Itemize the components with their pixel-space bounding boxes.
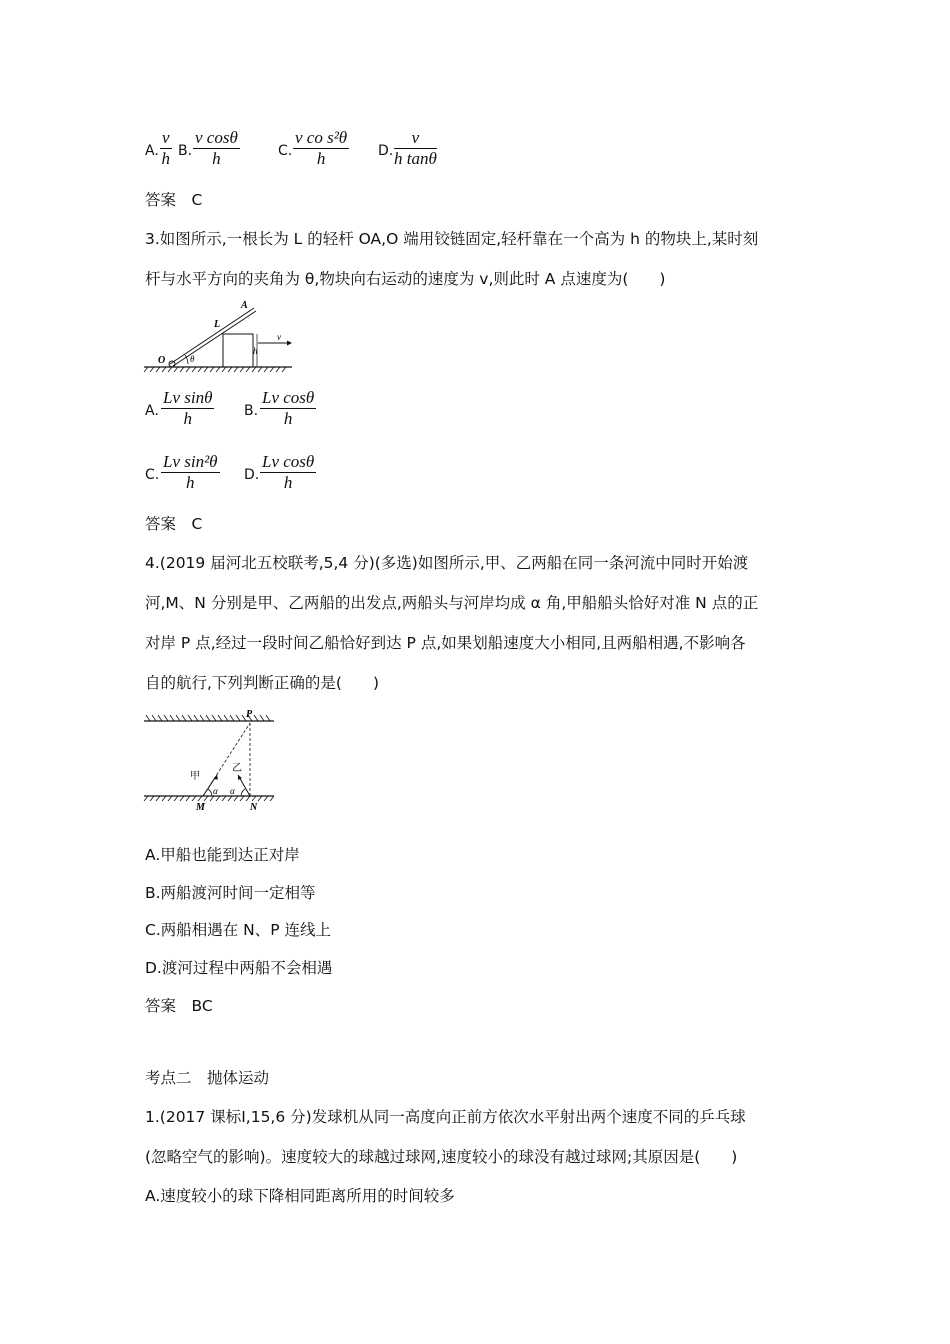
section-heading: 考点二 抛体运动 (145, 1069, 270, 1087)
q4-figure-label-alpha-n: α (230, 786, 235, 796)
q2-option-c-numerator: v co s²θ (295, 128, 348, 147)
q4-stem-line3: 对岸 P 点,经过一段时间乙船恰好到达 P 点,如果划船速度大小相同,且两船相遇,不影响各 (145, 634, 746, 652)
q3-option-b-numerator: Lv cosθ (262, 388, 315, 407)
q4-figure-label-m: M (196, 802, 205, 813)
q4-option-c: C.两船相遇在 N、P 连线上 (145, 921, 332, 939)
q3-option-c-fraction (161, 452, 220, 493)
q4-figure-label-alpha-m: α (213, 786, 218, 796)
q4-option-a: A.甲船也能到达正对岸 (145, 846, 300, 864)
q3-option-a-numerator: Lv sinθ (163, 388, 213, 407)
s2-q1-stem-line1: 1.(2017 课标Ⅰ,15,6 分)发球机从同一高度向正前方依次水平射出两个速度不同的乒乓球 (145, 1108, 746, 1126)
q2-option-b-fraction (193, 128, 240, 169)
q4-figure-label-p: P (246, 709, 253, 720)
q4-option-b: B.两船渡河时间一定相等 (145, 884, 316, 902)
q3-option-c-numerator: Lv sin²θ (163, 452, 218, 471)
q2-option-a-numerator: v (162, 128, 170, 147)
q3-option-d-denominator: h (283, 473, 293, 492)
q3-option-b-label: B. (244, 403, 259, 419)
q4-option-d: D.渡河过程中两船不会相遇 (145, 959, 333, 977)
q2-answer: 答案 C (145, 191, 203, 209)
q3-figure-label-h: h (253, 346, 258, 356)
q3-option-c-label: C. (145, 467, 160, 483)
q4-figure-label-n: N (250, 802, 258, 813)
q2-option-d-numerator: v (411, 128, 420, 147)
q4-figure-label-yi: 乙 (232, 763, 242, 774)
q3-option-b-fraction (260, 388, 316, 429)
q2-option-b-label: B. (178, 143, 193, 159)
q2-option-a-denominator: h (161, 149, 171, 168)
q3-option-a-fraction (161, 388, 214, 429)
q3-option-c-denominator: h (186, 473, 195, 492)
q3-figure-label-v: v (277, 332, 281, 342)
q2-option-b-numerator: v cosθ (195, 128, 238, 147)
q2-option-c-label: C. (278, 143, 293, 159)
q2-option-c-denominator: h (316, 149, 326, 168)
q2-option-a-fraction (160, 128, 172, 169)
q3-option-a-denominator: h (183, 409, 192, 428)
q2-option-d-label: D. (378, 143, 394, 159)
q4-stem-line4: 自的航行,下列判断正确的是( ) (145, 674, 380, 692)
q4-stem-line2: 河,M、N 分别是甲、乙两船的出发点,两船头与河岸均成 α 角,甲船船头恰好对准 N 点的正 (145, 594, 759, 612)
q4-answer: 答案 BC (145, 997, 213, 1015)
q3-figure-label-a: A (241, 300, 248, 311)
s2-q1-stem-line2: (忽略空气的影响)。速度较大的球越过球网,速度较小的球没有越过球网;其原因是( ) (145, 1148, 738, 1166)
q3-figure-rod-block (140, 298, 300, 378)
q3-stem-line1: 3.如图所示,一根长为 L 的轻杆 OA,O 端用铰链固定,轻杆靠在一个高为 h 的物块上,某时刻 (145, 230, 759, 248)
q2-option-c-fraction (293, 128, 349, 169)
q3-figure-label-l: L (214, 319, 221, 330)
q3-option-b-denominator: h (283, 409, 293, 428)
q3-stem-line2: 杆与水平方向的夹角为 θ,物块向右运动的速度为 v,则此时 A 点速度为( ) (145, 270, 666, 288)
s2-q1-option-a: A.速度较小的球下降相同距离所用的时间较多 (145, 1187, 455, 1205)
q3-figure-label-theta: θ (190, 354, 195, 364)
q2-option-d-denominator: h tanθ (394, 149, 437, 168)
q3-answer: 答案 C (145, 515, 203, 533)
q2-option-a-label: A. (145, 143, 159, 159)
q3-option-d-fraction (260, 452, 316, 493)
q4-stem-line1: 4.(2019 届河北五校联考,5,4 分)(多选)如图所示,甲、乙两船在同一条河流中同时开始渡 (145, 554, 749, 572)
q4-figure-river-crossing (140, 703, 285, 818)
q4-figure-label-jia: 甲 (190, 771, 200, 782)
q3-figure-label-o: O (158, 355, 166, 366)
q2-option-b-denominator: h (212, 149, 221, 168)
q3-option-d-numerator: Lv cosθ (262, 452, 315, 471)
q3-option-a-label: A. (145, 403, 159, 419)
q2-option-d-fraction (394, 128, 437, 169)
q3-option-d-label: D. (244, 467, 260, 483)
